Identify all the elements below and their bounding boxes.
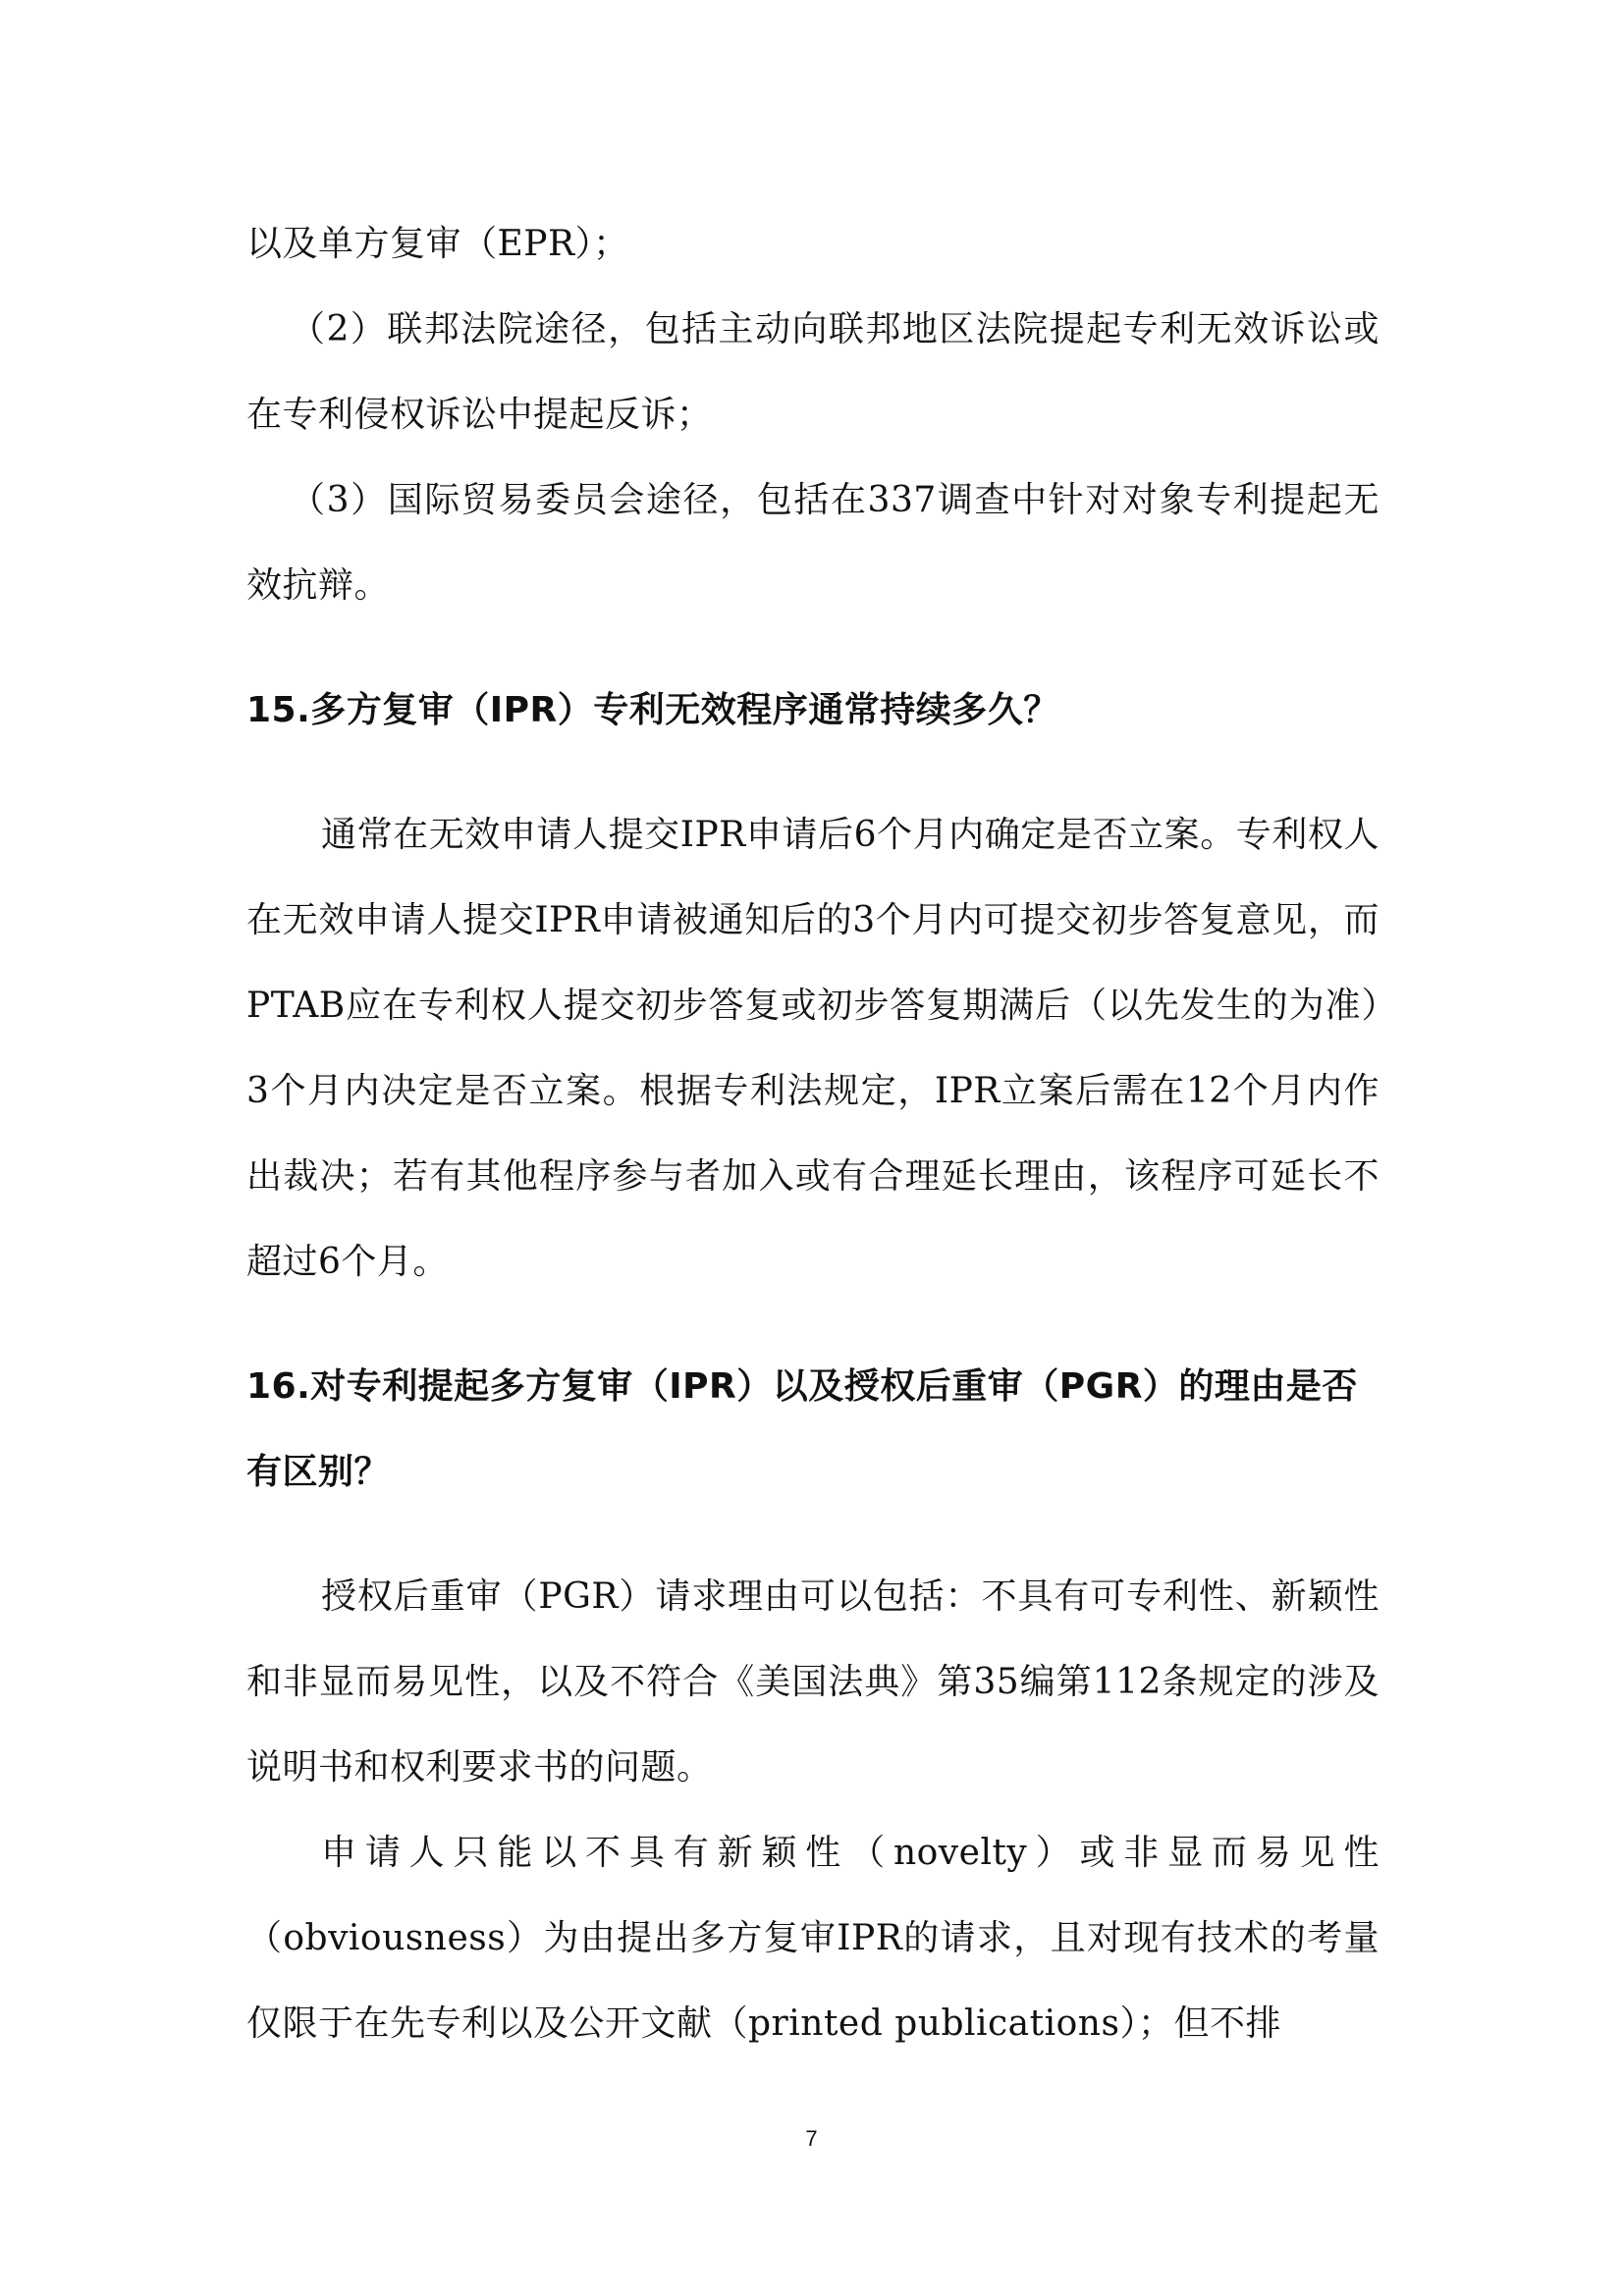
section-15-body: 通常在无效申请人提交IPR申请后6个月内确定是否立案。专利权人在无效申请人提交IPR申请被通知后的3个月内可提交初步答复意见，而PTAB应在专利权人提交初步答复或初步答复期满后（以先发生的为准）3个月内决定是否立案。根据专利法规定，IPR立案后需在12个月内作出裁决；若有其他程序参与者加入或有合理延长理由，该程序可延长不超过6个月。 — [246, 815, 1380, 1282]
section-16-body-2: 申请人只能以不具有新颖性（novelty）或非显而易见性（obviousness）为由提出多方复审IPR的请求，且对现有技术的考量仅限于在先专利以及公开文献（printed publications）；但不排 — [246, 1833, 1380, 2044]
section-16-body-1: 授权后重审（PGR）请求理由可以包括：不具有可专利性、新颖性和非显而易见性，以及不符合《美国法典》第35编第112条规定的涉及说明书和权利要求书的问题。 — [246, 1576, 1380, 1788]
page-number: 7 — [805, 2126, 818, 2151]
continued-paragraph: 以及单方复审（EPR）； — [246, 224, 629, 264]
page-content — [246, 201, 1380, 2066]
section-heading-15: 15.多方复审（IPR）专利无效程序通常持续多久？ — [246, 690, 1059, 730]
list-item-itc: （3）国际贸易委员会途径，包括在337调查中针对对象专利提起无效抗辩。 — [246, 480, 1380, 606]
list-item-federal-court: （2）联邦法院途径，包括主动向联邦地区法院提起专利无效诉讼或在专利侵权诉讼中提起反诉； — [246, 309, 1380, 435]
section-heading-16: 16.对专利提起多方复审（IPR）以及授权后重审（PGR）的理由是否有区别？ — [246, 1366, 1358, 1492]
